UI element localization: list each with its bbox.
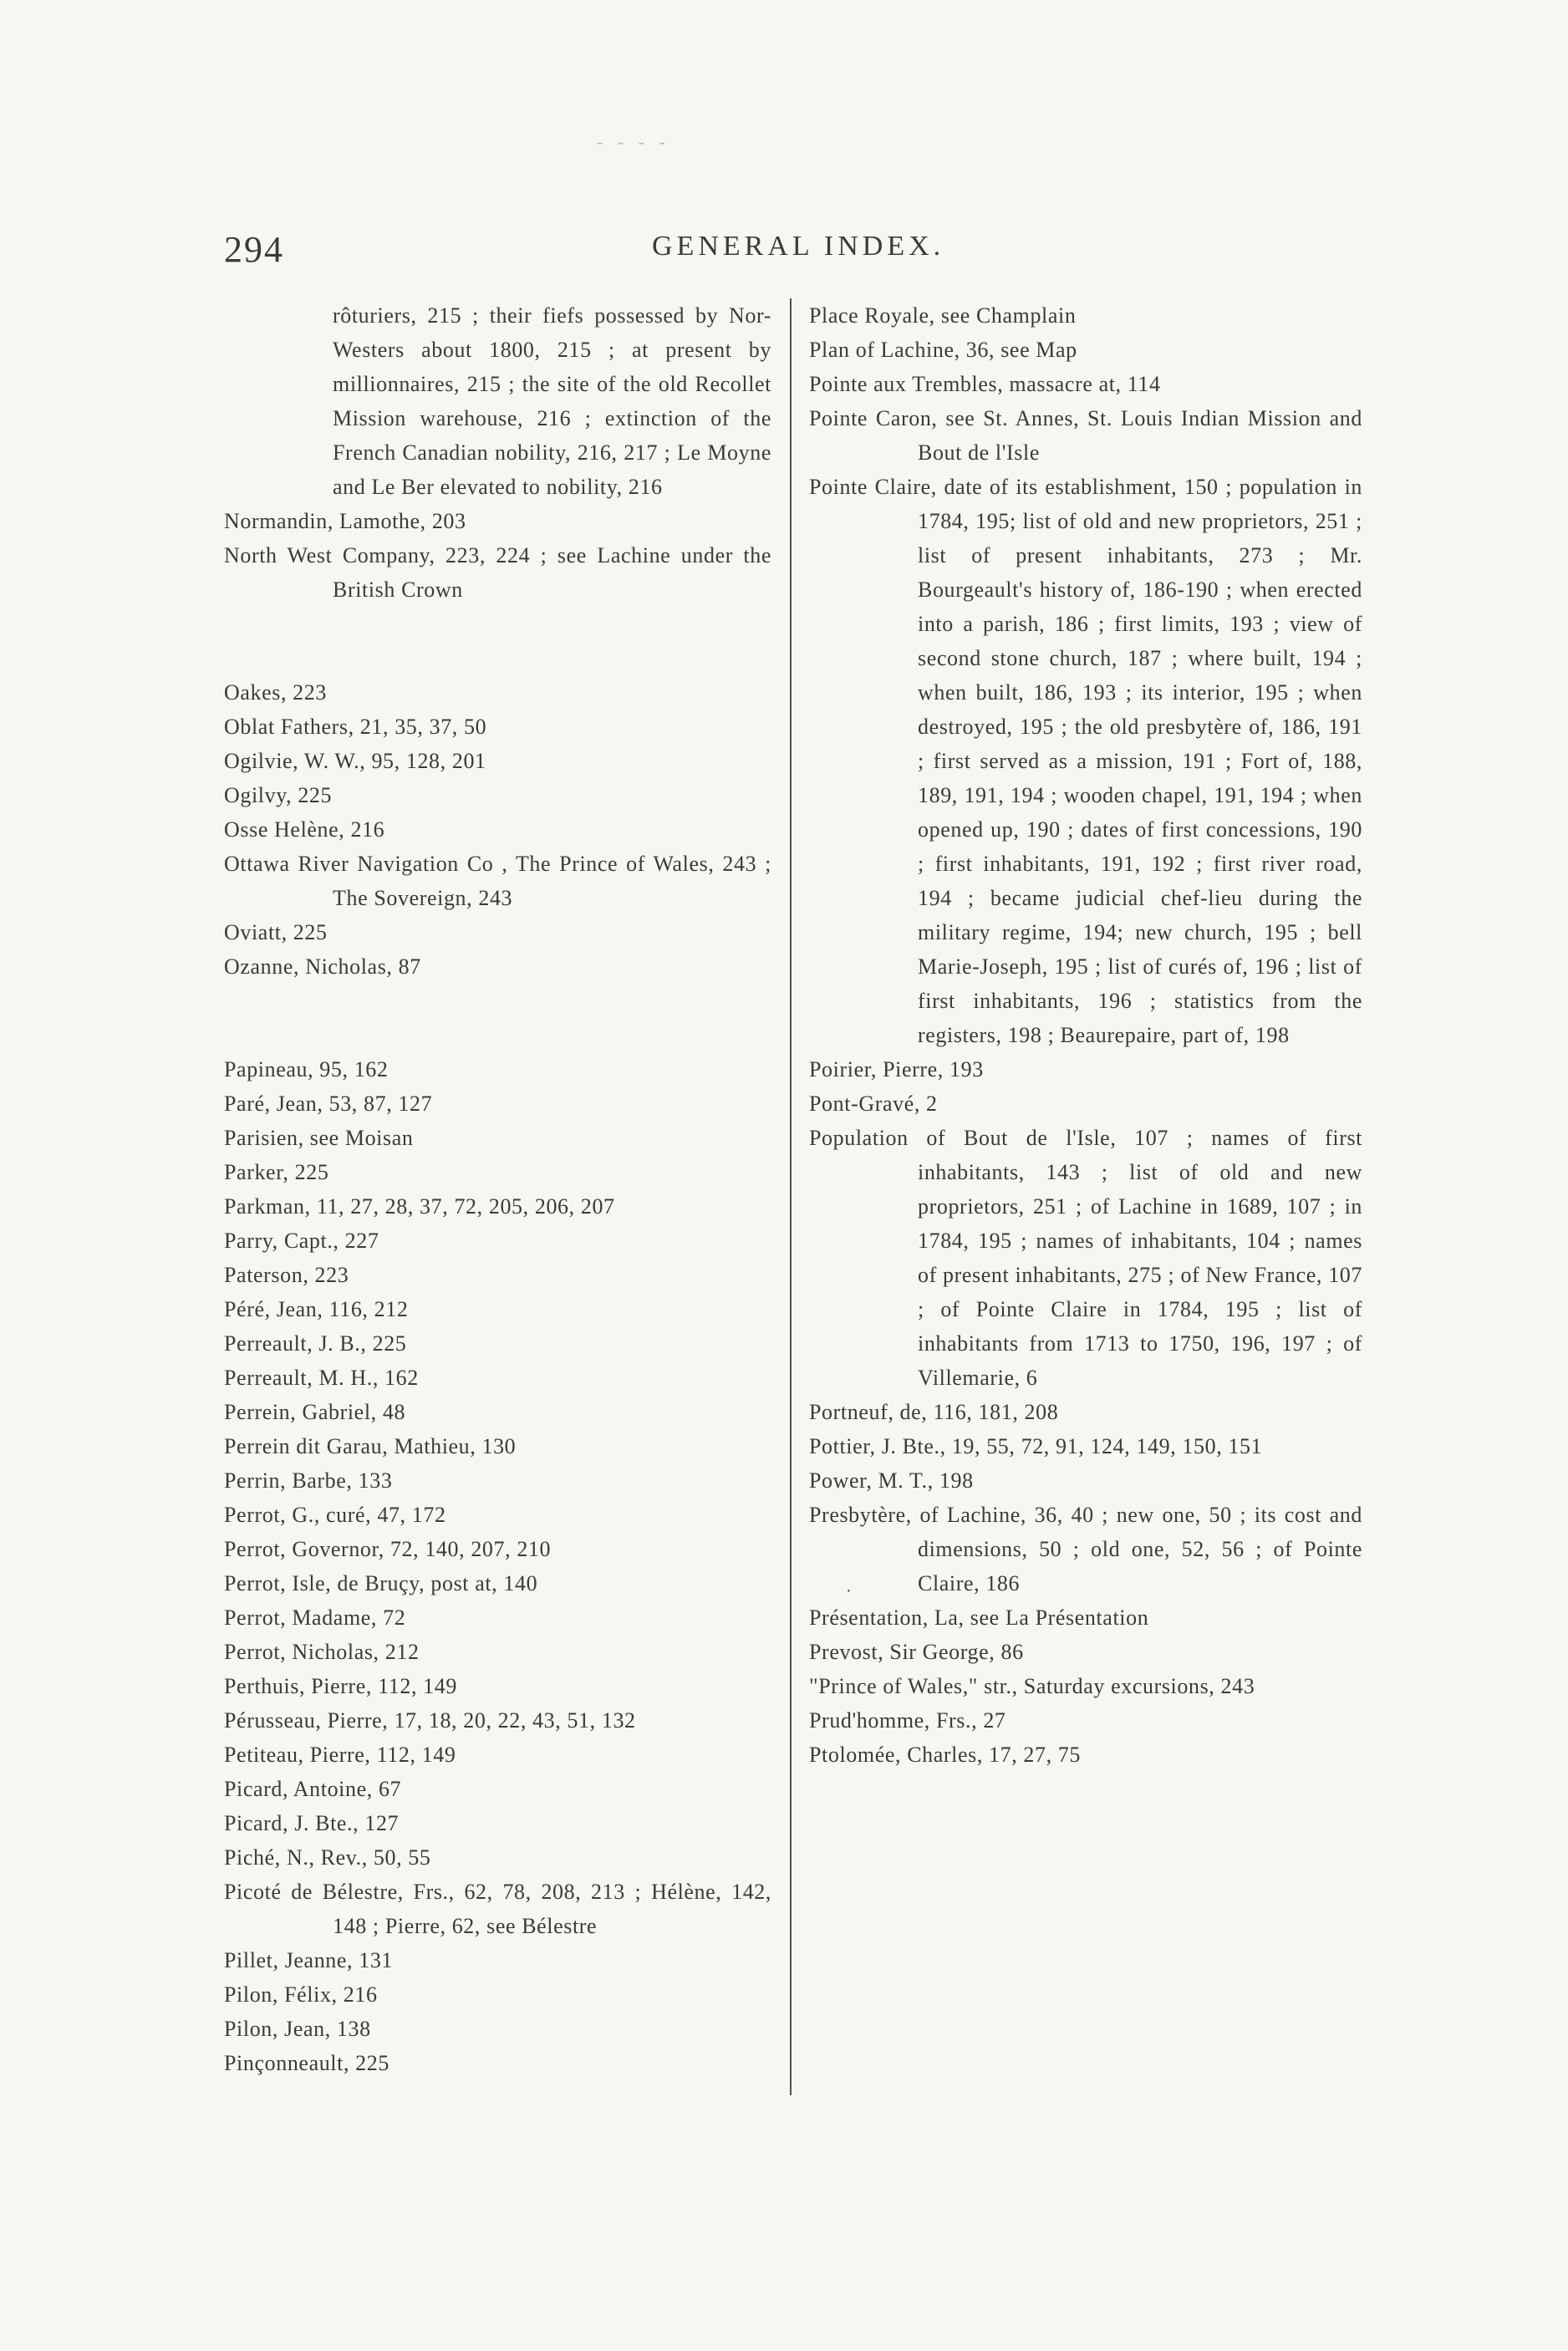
index-entry: Pilon, Félix, 216 <box>224 1982 378 2007</box>
index-entry: Pérusseau, Pierre, 17, 18, 20, 22, 43, 51, 132 <box>224 1708 636 1733</box>
index-entry: Pillet, Jeanne, 131 <box>224 1948 394 1972</box>
index-entry: Perrin, Barbe, 133 <box>224 1468 393 1493</box>
index-entry: Parker, 225 <box>224 1160 329 1184</box>
index-entry: Ozanne, Nicholas, 87 <box>224 954 421 979</box>
index-entry: Petiteau, Pierre, 112, 149 <box>224 1743 456 1767</box>
index-entry: Perreault, J. B., 225 <box>224 1331 407 1356</box>
page-number: 294 <box>224 229 284 270</box>
index-entry: Prud'homme, Frs., 27 <box>809 1708 1006 1733</box>
index-entry: Ottawa River Navigation Co , The Prince of Wales, 243 ; The Sovereign, 243 <box>224 852 771 910</box>
index-entry: Perrein, Gabriel, 48 <box>224 1400 406 1424</box>
index-entry: Power, M. T., 198 <box>809 1468 974 1493</box>
index-entry: Pinçonneault, 225 <box>224 2051 389 2075</box>
index-entry: Piché, N., Rev., 50, 55 <box>224 1845 431 1870</box>
index-entry: North West Company, 223, 224 ; see Lachine under the British Crown <box>224 543 771 602</box>
index-entry: Poirier, Pierre, 193 <box>809 1057 984 1081</box>
index-entry: Oakes, 223 <box>224 680 327 705</box>
index-entry: "Prince of Wales," str., Saturday excursions, 243 <box>809 1674 1255 1698</box>
index-entry: Ogilvy, 225 <box>224 783 333 807</box>
index-entry: Portneuf, de, 116, 181, 208 <box>809 1400 1059 1424</box>
index-entry: Ogilvie, W. W., 95, 128, 201 <box>224 749 486 773</box>
index-entry: Pont-Gravé, 2 <box>809 1092 938 1116</box>
index-entry: Picard, Antoine, 67 <box>224 1777 402 1801</box>
index-entry: Oviatt, 225 <box>224 920 328 944</box>
index-entry: Perthuis, Pierre, 112, 149 <box>224 1674 457 1698</box>
index-entry: Prevost, Sir George, 86 <box>809 1640 1024 1664</box>
index-entry: Picard, J. Bte., 127 <box>224 1811 400 1835</box>
top-mark: - - - - <box>597 131 670 152</box>
index-entry: Picoté de Bélestre, Frs., 62, 78, 208, 213 ; Hélène, 142, 148 ; Pierre, 62, see Bélestre <box>224 1880 771 1938</box>
index-entry: Normandin, Lamothe, 203 <box>224 509 466 533</box>
index-entry: Pottier, J. Bte., 19, 55, 72, 91, 124, 149, 150, 151 <box>809 1434 1263 1458</box>
index-entry: Parry, Capt., 227 <box>224 1229 379 1253</box>
index-entry: Perrot, Isle, de Bruçy, post at, 140 <box>224 1571 538 1595</box>
index-entry: Perrein dit Garau, Mathieu, 130 <box>224 1434 517 1458</box>
index-entry: Perrot, G., curé, 47, 172 <box>224 1503 446 1527</box>
index-entry: Perrot, Governor, 72, 140, 207, 210 <box>224 1537 552 1561</box>
index-column-right <box>809 298 1362 1772</box>
column-divider <box>790 298 792 2095</box>
index-entry: Parkman, 11, 27, 28, 37, 72, 205, 206, 207 <box>224 1194 615 1219</box>
index-entry: Plan of Lachine, 36, see Map <box>809 338 1077 362</box>
index-entry: Pointe Caron, see St. Annes, St. Louis Indian Mission and Bout de l'Isle <box>809 406 1362 465</box>
index-entry: Présentation, La, see La Présentation <box>809 1605 1149 1630</box>
index-entry: Perrot, Madame, 72 <box>224 1605 406 1630</box>
stray-dot: · <box>846 1582 852 1600</box>
index-entry: Parisien, see Moisan <box>224 1126 414 1150</box>
index-entry: rôturiers, 215 ; their fiefs possessed by Nor-Westers about 1800, 215 ; at present by millionnaires, 215 ; the site of the old Recollet Mission warehouse, 216 ; extinction of the French Canadian nobility, 216, 217 ; Le Moyne and Le Ber elevated to nobility, 216 <box>333 303 771 499</box>
index-entry: Paterson, 223 <box>224 1263 349 1287</box>
index-entry: Presbytère, of Lachine, 36, 40 ; new one, 50 ; its cost and dimensions, 50 ; old one, 52, 56 ; of Pointe Claire, 186 <box>809 1503 1362 1595</box>
section-gap <box>224 984 771 1052</box>
index-entry: Perreault, M. H., 162 <box>224 1366 419 1390</box>
index-entry: Papineau, 95, 162 <box>224 1057 389 1081</box>
index-entry: Péré, Jean, 116, 212 <box>224 1297 409 1321</box>
index-entry: Ptolomée, Charles, 17, 27, 75 <box>809 1743 1082 1767</box>
index-entry: Pointe aux Trembles, massacre at, 114 <box>809 372 1161 396</box>
section-gap <box>224 607 771 675</box>
index-entry: Place Royale, see Champlain <box>809 303 1077 328</box>
index-entry: Paré, Jean, 53, 87, 127 <box>224 1092 433 1116</box>
index-column-left <box>224 298 771 2080</box>
index-entry: Population of Bout de l'Isle, 107 ; names of first inhabitants, 143 ; list of old and new proprietors, 251 ; of Lachine in 1689, 107 ; in 1784, 195 ; names of inhabitants, 104 ; names of present inhabitants, 275 ; of New France, 107 ; of Pointe Claire in 1784, 195 ; list of inhabitants from 1713 to 1750, 196, 197 ; of Villemarie, 6 <box>809 1126 1362 1390</box>
index-entry: Osse Helène, 216 <box>224 817 385 842</box>
index-entry: Pointe Claire, date of its establishment, 150 ; population in 1784, 195; list of old and new proprietors, 251 ; list of present inhabitants, 273 ; Mr. Bourgeault's history of, 186-190 ; when erected into a parish, 186 ; first limits, 193 ; view of second stone church, 187 ; where built, 194 ; when built, 186, 193 ; its interior, 195 ; when destroyed, 195 ; the old presbytère of, 186, 191 ; first served as a mission, 191 ; Fort of, 188, 189, 191, 194 ; wooden chapel, 191, 194 ; when opened up, 190 ; dates of first concessions, 190 ; first inhabitants, 191, 192 ; first river road, 194 ; became judicial chef-lieu during the military regime, 194; new church, 195 ; bell Marie-Joseph, 195 ; list of curés of, 196 ; list of first inhabitants, 196 ; statistics from the registers, 198 ; Beaurepaire, part of, 198 <box>809 475 1362 1047</box>
index-entry: Perrot, Nicholas, 212 <box>224 1640 420 1664</box>
running-header: GENERAL INDEX. <box>652 231 945 262</box>
index-entry: Pilon, Jean, 138 <box>224 2017 371 2041</box>
index-entry: Oblat Fathers, 21, 35, 37, 50 <box>224 715 487 739</box>
